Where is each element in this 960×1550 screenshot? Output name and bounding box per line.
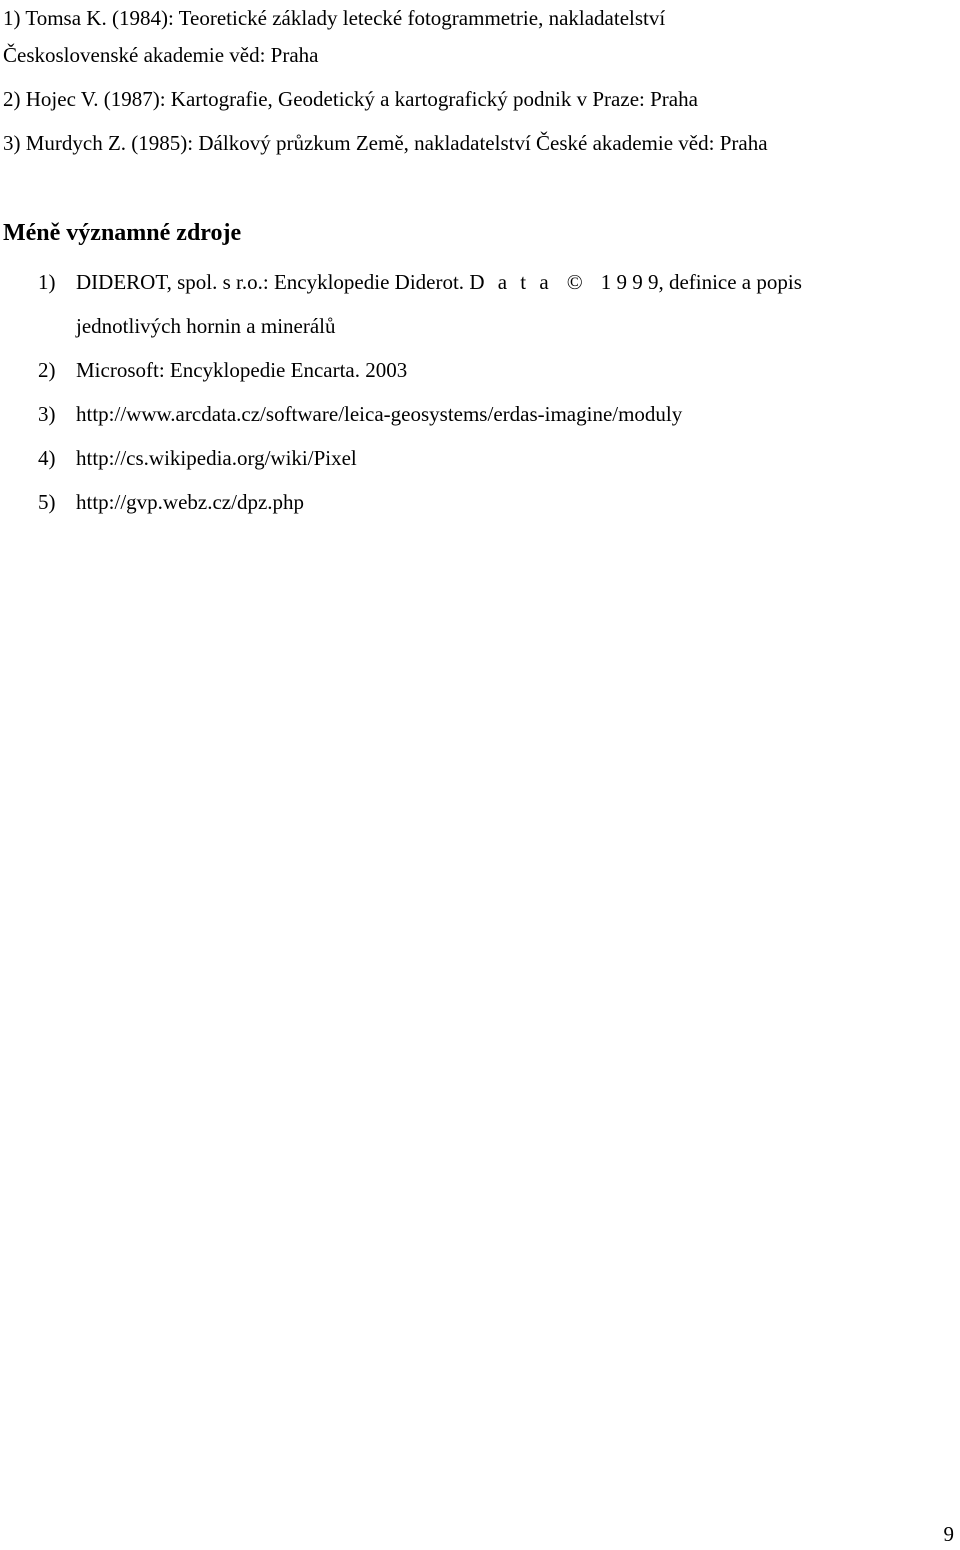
page-number: 9 bbox=[943, 1522, 954, 1546]
reference-1-line2: Československé akademie věd: Praha bbox=[3, 43, 319, 67]
minor-reference-4-link[interactable]: http://cs.wikipedia.org/wiki/Pixel bbox=[76, 446, 357, 470]
minor-reference-1-text-b: D a t a bbox=[469, 270, 553, 294]
minor-reference-3-link[interactable]: http://www.arcdata.cz/software/leica-geosystems/erdas-imagine/moduly bbox=[76, 402, 683, 426]
section-heading: Méně významné zdroje bbox=[3, 220, 242, 246]
minor-reference-5-link[interactable]: http://gvp.webz.cz/dpz.php bbox=[76, 490, 305, 514]
minor-reference-1-text-a: DIDEROT, spol. s r.o.: Encyklopedie Diderot. bbox=[76, 270, 465, 294]
minor-reference-1-number: 1) bbox=[38, 270, 56, 294]
minor-reference-2: Microsoft: Encyklopedie Encarta. 2003 bbox=[76, 358, 408, 382]
minor-reference-4-number: 4) bbox=[38, 446, 56, 470]
minor-reference-2-number: 2) bbox=[38, 358, 56, 382]
copyright-symbol: © bbox=[566, 270, 583, 294]
minor-reference-3-number: 3) bbox=[38, 402, 56, 426]
minor-reference-1-text-c: 1 9 9 9, definice a popis bbox=[600, 270, 802, 294]
reference-1-line1: 1) Tomsa K. (1984): Teoretické základy letecké fotogrammetrie, nakladatelství bbox=[3, 6, 666, 30]
minor-reference-1-line1 bbox=[76, 270, 802, 294]
reference-2: 2) Hojec V. (1987): Kartografie, Geodetický a kartografický podnik v Praze: Praha bbox=[3, 87, 698, 111]
minor-reference-1-line2: jednotlivých hornin a minerálů bbox=[76, 314, 336, 338]
reference-3: 3) Murdych Z. (1985): Dálkový průzkum Země, nakladatelství České akademie věd: Praha bbox=[3, 131, 768, 155]
minor-reference-5-number: 5) bbox=[38, 490, 56, 514]
